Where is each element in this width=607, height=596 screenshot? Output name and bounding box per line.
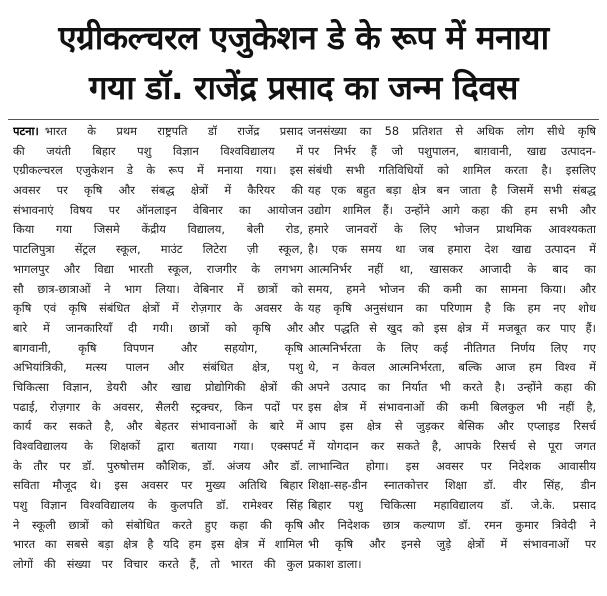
- article-column-left: [13, 122, 303, 575]
- article-line: अपने उत्पाद का निर्यात भी करते है। उन्होंने कहा की: [308, 379, 596, 394]
- headline-divider: [8, 119, 599, 120]
- article-line: उद्योग शामिल हैं। उन्होंने आगे कहा की हम सभी और: [308, 202, 596, 217]
- article-line: बारे में जानकारियाँ दी गयी। छात्रों को कृषि और: [13, 320, 303, 335]
- article-line: चिकित्सा विज्ञान, डेयरी और खाद्य प्रोद्योगिकी क्षेत्रों की: [13, 379, 303, 394]
- article-line: एग्रीकल्चरल एजुकेशन डे के रूप में मनाया गया। इस: [13, 163, 303, 178]
- article-line: आत्मनिर्भर नहीं था, खासकर आजादी के बाद का: [308, 261, 596, 276]
- article-line: ने स्कूली छात्रों को संबोधित करते हुए कहा की कृषि: [13, 517, 303, 532]
- article-line: की जयंती बिहार पशु विज्ञान विश्वविद्यालय में: [13, 143, 303, 158]
- article-line: और पद्धति से खुद को इस क्षेत्र में मजबूत कर पाए हैं।: [308, 320, 596, 335]
- article-line: लोगों की संख्या पर विचार करते हैं, तो भारत की कुल: [13, 557, 303, 572]
- article-column-right: [308, 122, 596, 575]
- article-line: संबंधी सभी गतिविधियों को शामिल करता है। इसलिए: [308, 163, 596, 178]
- article-line: के तौर पर डॉ. पुरुषोत्तम कौशिक, डॉ. अंजय और डॉ.: [13, 458, 303, 473]
- article-line: सौ छात्र-छात्राओं ने भाग लिया। वेबिनार में छात्रों को: [13, 281, 303, 296]
- article-line: यह एक बहुत बड़ा क्षेत्र बन जाता है जिसमें सभी संबद्ध: [308, 183, 596, 198]
- dateline: पटना।: [13, 124, 39, 138]
- article-line: बागवानी, कृषि विपणन और सहयोग, कृषि: [13, 340, 303, 355]
- article-line: जनसंख्या का 58 प्रतिशत से अधिक लोग सीधे कृषि: [308, 124, 596, 138]
- article-line: और निदेशक छात्र कल्याण डॉ. रमन कुमार त्रिवेदी ने: [308, 517, 596, 532]
- article-line: भारत का सबसे बड़ा क्षेत्र है यदि हम इस क्षेत्र में शामिल: [13, 537, 303, 552]
- article-line: पाटलिपुत्रा सेंट्रल स्कूल, माउंट लिटेरा ज़ी स्कूल,: [13, 242, 303, 257]
- article-line: समय, हमने भोजन की कमी का सामना किया। और: [308, 281, 596, 296]
- article-line: लाभान्वित होगा। इस अवसर पर निदेशक आवासीय: [308, 458, 596, 473]
- article-line: अभियांत्रिकी, मत्स्य पालन और संबंधित क्षेत्र, पशु: [13, 360, 303, 375]
- article-line: शिक्षा-सह-डीन स्नातकोत्तर शिक्षा डॉ. वीर सिंह, डीन: [308, 478, 596, 493]
- article-line: भागलपुर और विद्या भारती स्कूल, राजगीर के लगभग: [13, 261, 303, 276]
- article-line: अवसर पर कृषि और संबद्ध क्षेत्रों में कैरियर की: [13, 183, 303, 198]
- headline-line-1: एग्रीकल्चरल एजुकेशन डे के रूप में मनाया: [58, 18, 549, 57]
- article-line: पर निर्भर हैं जो पशुपालन, बाग़वानी, खाद्य उत्पादन-: [308, 143, 596, 158]
- article-line: है। एक समय था जब हमारा देश खाद्य उत्पादन में: [308, 242, 596, 257]
- article-line: पशु विज्ञान विश्वविद्यालय के कुलपति डॉ. रामेश्वर सिंह: [13, 498, 303, 513]
- article-line: आत्मनिर्भरता के लिए कई नीतिगत निर्णय लिए गए: [308, 340, 596, 355]
- article-line: पटना। भारत के प्रथम राष्ट्रपति डॉ राजेंद्र प्रसाद: [13, 124, 303, 138]
- article-line: हमारे जानवरों के लिए भोजन प्राथमिक आवश्यकता: [308, 222, 596, 237]
- article-line: यह कृषि अनुसंधान का परिणाम है कि हम नए शोध: [308, 301, 596, 316]
- article-line: में योगदान कर सकते है, आपके रिसर्च से पूरा जगत: [308, 439, 596, 453]
- article-line: कृषि एवं कृषि संबंधित क्षेत्रों में रोज़गार के अवसर के: [13, 301, 303, 316]
- article-line: प्रकाश डाला।: [308, 557, 362, 572]
- article-line: विश्वविद्यालय के शिक्षकों द्वारा बताया गया। एक्सपर्ट: [13, 439, 303, 453]
- article-line: किया गया जिसमे केंद्रीय विद्यालय, बेली रोड,: [13, 222, 303, 237]
- article-line: थे, न केवल आत्मनिर्भरता, बल्कि आज हम विश्व में: [308, 360, 596, 375]
- headline-line-2: गया डॉ. राजेंद्र प्रसाद का जन्म दिवस: [89, 68, 518, 107]
- article-line: पढाई, रोज़गार के अवसर, सैलरी स्ट्रक्चर, किन पदों पर: [13, 399, 303, 414]
- article-line: बिहार पशु चिकित्सा महाविद्यालय डॉ. जे.के. प्रसाद: [308, 498, 596, 513]
- article-line: आप इस क्षेत्र से जुड़कर बेसिक और एप्लाइड रिसर्च: [308, 419, 596, 434]
- article-line: भी कृषि और इनसे जुड़े क्षेत्रों में संभावनाओं पर: [308, 537, 596, 552]
- article-line: सविता मौजूद थे। इस अवसर पर मुख्य अतिथि बिहार: [13, 478, 303, 493]
- article-line: कार्य कर सकते है, और बेहतर संभावनाओं के बारे में: [13, 419, 303, 434]
- article-line: संभावनाएं विषय पर ऑनलाइन वेबिनार का आयोजन: [13, 202, 303, 217]
- article-line: इस क्षेत्र में संभावनाओं की कमी बिलकुल भी नहीं है,: [308, 399, 596, 414]
